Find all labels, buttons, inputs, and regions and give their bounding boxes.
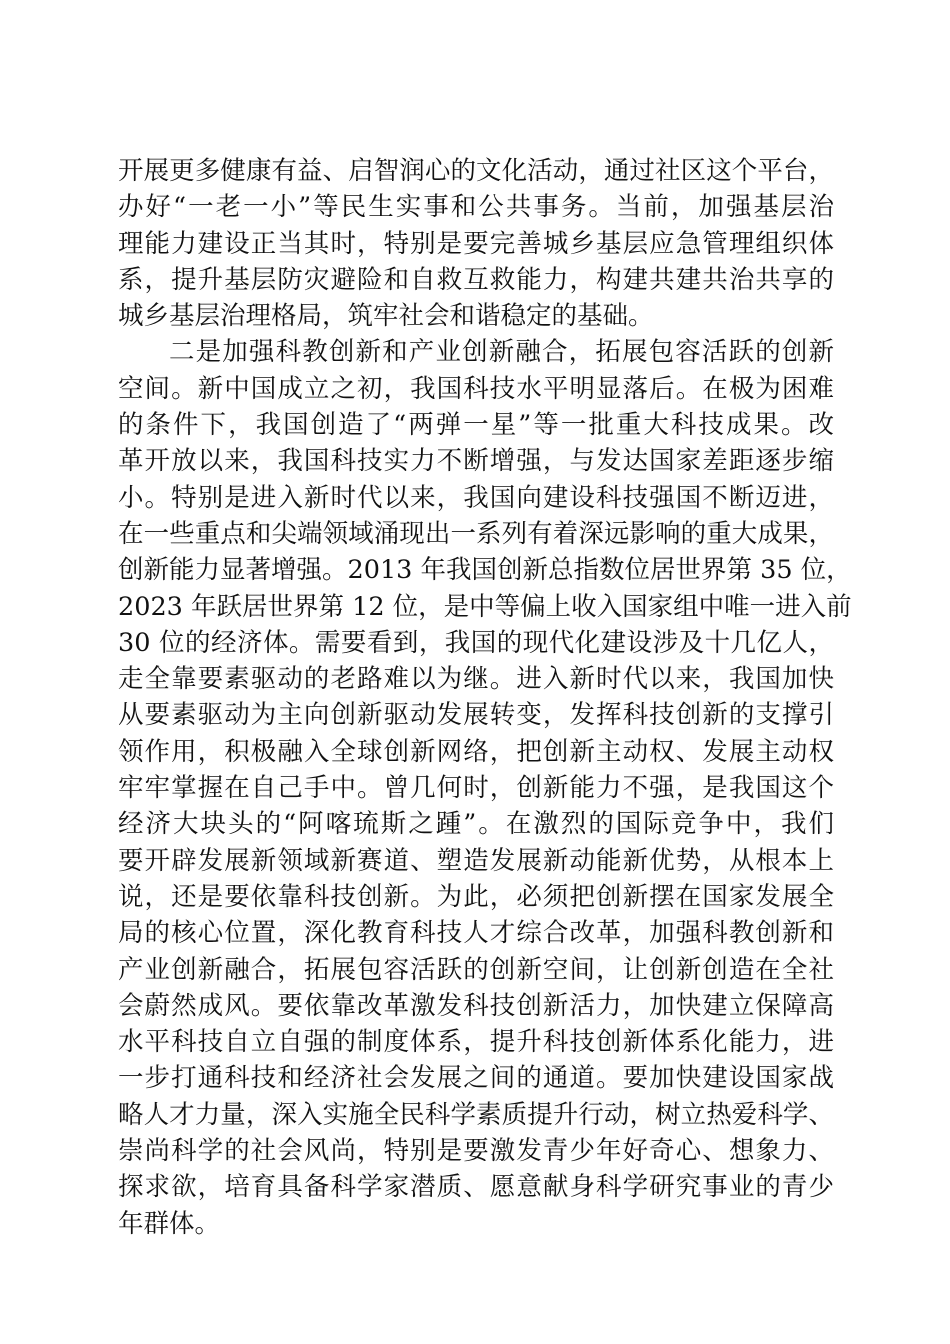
text-line: 创新能力显著增强。2013 年我国创新总指数位居世界第 35 位，	[118, 555, 852, 586]
text-line: 办好“一老一小”等民生实事和公共事务。当前，加强基层治	[118, 192, 834, 223]
text-line: 领作用，积极融入全球创新网络，把创新主动权、发展主动权	[118, 736, 834, 767]
body-text	[118, 153, 852, 1242]
text-line: 系，提升基层防灾避险和自救互救能力，构建共建共治共享的	[118, 264, 834, 295]
text-line: 小。特别是进入新时代以来，我国向建设科技强国不断迈进，	[118, 482, 834, 513]
text-line: 要开辟发展新领域新赛道、塑造发展新动能新优势，从根本上	[118, 845, 834, 876]
text-line: 二是加强科教创新和产业创新融合，拓展包容活跃的创新	[169, 337, 834, 368]
text-line: 产业创新融合，拓展包容活跃的创新空间，让创新创造在全社	[118, 954, 834, 985]
text-line: 开展更多健康有益、启智润心的文化活动，通过社区这个平台，	[118, 156, 834, 186]
text-line: 在一些重点和尖端领域涌现出一系列有着深远影响的重大成果，	[118, 518, 834, 549]
text-line: 2023 年跃居世界第 12 位，是中等偏上收入国家组中唯一进入前	[118, 591, 852, 622]
text-line: 崇尚科学的社会风尚，特别是要激发青少年好奇心、想象力、	[118, 1136, 834, 1167]
text-line: 牢牢掌握在自己手中。曾几何时，创新能力不强，是我国这个	[118, 773, 834, 804]
text-line: 从要素驱动为主向创新驱动发展转变，发挥科技创新的支撑引	[118, 700, 834, 731]
text-line: 说，还是要依靠科技创新。为此，必须把创新摆在国家发展全	[118, 881, 834, 912]
paragraph-2	[118, 334, 852, 1241]
text-line: 经济大块头的“阿喀琉斯之踵”。在激烈的国际竞争中，我们	[118, 809, 834, 840]
text-line: 30 位的经济体。需要看到，我国的现代化建设涉及十几亿人，	[118, 627, 834, 658]
text-line: 水平科技自立自强的制度体系，提升科技创新体系化能力，进	[118, 1027, 834, 1058]
text-line: 革开放以来，我国科技实力不断增强，与发达国家差距逐步缩	[118, 446, 834, 477]
text-line: 城乡基层治理格局，筑牢社会和谐稳定的基础。	[118, 301, 654, 332]
text-line: 会蔚然成风。要依靠改革激发科技创新活力，加快建立保障高	[118, 990, 834, 1021]
text-line: 局的核心位置，深化教育科技人才综合改革，加强科教创新和	[118, 918, 834, 949]
text-line: 理能力建设正当其时，特别是要完善城乡基层应急管理组织体	[118, 228, 834, 259]
text-line: 年群体。	[118, 1208, 221, 1239]
text-line: 探求欲，培育具备科学家潜质、愿意献身科学研究事业的青少	[118, 1172, 834, 1203]
text-line: 的条件下，我国创造了“两弹一星”等一批重大科技成果。改	[118, 410, 834, 441]
text-line: 空间。新中国成立之初，我国科技水平明显落后。在极为困难	[118, 373, 834, 404]
text-line: 走全靠要素驱动的老路难以为继。进入新时代以来，我国加快	[118, 664, 834, 695]
text-line: 一步打通科技和经济社会发展之间的通道。要加快建设国家战	[118, 1063, 834, 1094]
text-line: 略人才力量，深入实施全民科学素质提升行动，树立热爱科学、	[118, 1099, 834, 1130]
paragraph-1	[118, 153, 834, 334]
